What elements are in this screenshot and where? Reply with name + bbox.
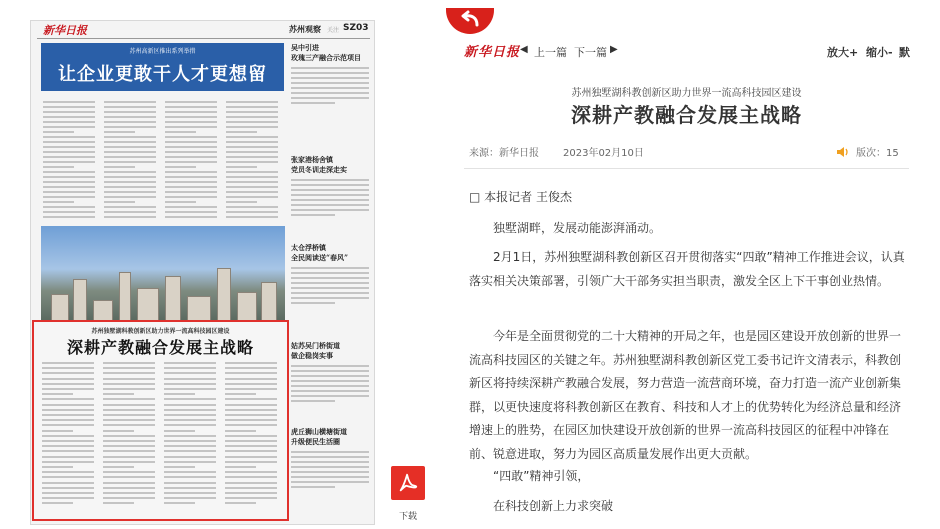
section-tag: 关注 [327, 27, 340, 34]
thumbnail-text-line [42, 419, 94, 421]
thumbnail-text-line [165, 106, 217, 108]
thumbnail-text-line [291, 102, 335, 104]
thumbnail-text-line [42, 424, 94, 426]
top-story-banner[interactable] [41, 43, 284, 91]
thumbnail-text-line [104, 101, 156, 103]
thumbnail-text-line [225, 398, 277, 400]
thumbnail-text-line [42, 435, 94, 437]
thumbnail-text-line [104, 146, 156, 148]
thumbnail-text-line [43, 171, 95, 173]
thumbnail-text-line [42, 362, 94, 364]
thumbnail-text-line [43, 191, 95, 193]
thumbnail-text-line [165, 196, 217, 198]
thumbnail-text-line [226, 131, 257, 133]
thumbnail-text-line [226, 161, 278, 163]
thumbnail-text-line [103, 378, 155, 380]
thumbnail-text-line [42, 461, 94, 463]
thumbnail-text-line [291, 209, 369, 211]
thumbnail-text-line [104, 166, 135, 168]
thumbnail-text-line [225, 378, 277, 380]
thumbnail-text-line [42, 378, 94, 380]
thumbnail-text-line [291, 486, 335, 488]
thumbnail-text-line [165, 116, 217, 118]
thumbnail-text-line [291, 476, 369, 478]
thumbnail-text-line [104, 156, 156, 158]
thumbnail-text-line [291, 272, 369, 274]
thumbnail-text-line [104, 141, 156, 143]
thumbnail-text-line [291, 466, 369, 468]
thumbnail-text-line [103, 487, 155, 489]
thumbnail-text-line [225, 487, 277, 489]
thumbnail-text-line [42, 450, 94, 452]
newspaper-header [37, 23, 370, 39]
thumbnail-text-line [164, 367, 216, 369]
thumbnail-text-line [104, 191, 156, 193]
thumbnail-text-line [291, 189, 369, 191]
thumbnail-text-line [43, 211, 95, 213]
thumbnail-text-line [226, 201, 257, 203]
thumbnail-text-line [165, 156, 217, 158]
thumbnail-text-line [103, 367, 155, 369]
section-name: 苏州观察 [289, 25, 321, 34]
thumbnail-text-line [164, 419, 216, 421]
article-paragraph: 2月1日，苏州独墅湖科教创新区召开贯彻落实“四敢”精神工作推进会议，认真落实相关决策部署，引领广大干部务实担当职责，激发全区上下干事创业热情。 [469, 250, 905, 288]
thumbnail-text-line [225, 409, 277, 411]
pdf-icon [397, 472, 419, 494]
thumbnail-text-line [225, 450, 277, 452]
next-article-icon[interactable]: ▶ [610, 44, 618, 55]
thumbnail-text-line [165, 151, 217, 153]
thumbnail-text-line [164, 414, 216, 416]
zoom-in-button[interactable]: 放大+ [827, 46, 859, 59]
selected-article-text-block [42, 362, 282, 512]
thumbnail-text-line [226, 111, 278, 113]
thumbnail-text-line [42, 440, 94, 442]
thumbnail-text-line [291, 97, 369, 99]
thumbnail-text-line [103, 440, 155, 442]
thumbnail-text-line [291, 297, 369, 299]
thumbnail-text-line [226, 211, 278, 213]
thumbnail-text-line [104, 211, 156, 213]
thumbnail-text-line [165, 136, 217, 138]
thumbnail-text-line [226, 101, 278, 103]
thumbnail-text-line [103, 497, 155, 499]
thumbnail-text-line [225, 482, 277, 484]
thumbnail-text-line [104, 151, 156, 153]
thumbnail-text-line [164, 435, 216, 437]
thumbnail-text-line [225, 456, 277, 458]
side-headline[interactable]: 张家港杨舍镇 党员冬训走深走实 [291, 155, 347, 174]
thumbnail-text-line [165, 131, 196, 133]
thumbnail-text-line [103, 383, 155, 385]
side-headline[interactable]: 太仓浮桥镇 全民阅读送“春风” [291, 243, 349, 262]
thumbnail-text-line [291, 184, 369, 186]
thumbnail-text-line [225, 383, 277, 385]
thumbnail-text-line [43, 201, 74, 203]
thumbnail-text-line [43, 196, 95, 198]
newspaper-logo: 新华日报 [43, 24, 87, 37]
thumbnail-text-line [164, 378, 216, 380]
thumbnail-text-line [104, 196, 156, 198]
thumbnail-text-line [104, 216, 156, 218]
top-story-text-block [43, 101, 285, 241]
thumbnail-text-line [43, 176, 95, 178]
thumbnail-text-line [225, 461, 277, 463]
thumbnail-text-line [225, 404, 277, 406]
prev-article-icon[interactable]: ◀ [520, 44, 528, 55]
thumbnail-text-line [225, 466, 256, 468]
thumbnail-text-line [164, 456, 216, 458]
thumbnail-text-line [42, 456, 94, 458]
thumbnail-text-line [164, 492, 216, 494]
thumbnail-text-line [103, 450, 155, 452]
side-headline[interactable]: 虎丘狮山横塘街道 升级便民生活圈 [291, 427, 347, 446]
thumbnail-text-line [226, 206, 278, 208]
thumbnail-text-line [164, 440, 216, 442]
thumbnail-text-line [291, 87, 369, 89]
thumbnail-text-line [103, 471, 155, 473]
thumbnail-text-line [165, 181, 217, 183]
top-story-subtitle: 苏州高新区推出系列举措 [129, 48, 196, 55]
thumbnail-text-line [291, 282, 369, 284]
thumbnail-text-line [226, 196, 278, 198]
thumbnail-text-line [165, 161, 217, 163]
thumbnail-text-line [165, 101, 217, 103]
thumbnail-text-line [164, 362, 216, 364]
thumbnail-text-line [291, 471, 369, 473]
thumbnail-text-line [104, 186, 156, 188]
thumbnail-text-line [42, 367, 94, 369]
thumbnail-text-line [103, 409, 155, 411]
thumbnail-text-line [103, 414, 155, 416]
thumbnail-text-line [226, 126, 278, 128]
reader-logo: 新华日报 [464, 45, 521, 60]
article-byline: □ 本报记者 王俊杰 [469, 190, 572, 204]
thumbnail-text-line [164, 461, 216, 463]
thumbnail-text-line [226, 146, 278, 148]
thumbnail-text-line [42, 393, 73, 395]
audio-speaker-icon[interactable] [836, 143, 850, 162]
thumbnail-text-line [165, 216, 217, 218]
thumbnail-text-line [103, 435, 155, 437]
thumbnail-text-line [103, 482, 155, 484]
thumbnail-text-line [165, 211, 217, 213]
thumbnail-text-line [43, 131, 74, 133]
thumbnail-text-line [226, 181, 278, 183]
thumbnail-text-line [43, 101, 95, 103]
thumbnail-text-line [103, 362, 155, 364]
thumbnail-text-line [225, 367, 277, 369]
thumbnail-text-line [225, 372, 277, 374]
page-number: SZ03 [343, 23, 369, 33]
thumbnail-text-line [103, 424, 155, 426]
thumbnail-text-line [164, 424, 216, 426]
thumbnail-text-line [103, 419, 155, 421]
thumbnail-text-line [164, 466, 195, 468]
thumbnail-text-line [225, 440, 277, 442]
thumbnail-text-line [103, 404, 155, 406]
thumbnail-text-line [291, 292, 369, 294]
top-story-headline: 让企业更敢干人才更想留 [58, 64, 267, 85]
thumbnail-text-line [43, 136, 95, 138]
thumbnail-text-line [42, 492, 94, 494]
thumbnail-text-line [104, 201, 135, 203]
download-label[interactable]: 下载 [398, 512, 417, 522]
thumbnail-text-line [225, 471, 277, 473]
thumbnail-text-line [104, 181, 156, 183]
thumbnail-text-line [291, 302, 335, 304]
thumbnail-text-line [43, 206, 95, 208]
thumbnail-text-line [225, 424, 277, 426]
thumbnail-text-line [226, 136, 278, 138]
article-paragraph: 今年是全面贯彻党的二十大精神的开局之年，也是园区建设开放创新的世界一流高科技园区的关键之年。苏州独墅湖科教创新区党工委书记许文清表示，科教创新区将持续深耕产教融合发展，努力营造一流营商环境，奋力打造一流产业创新集群，以更快速度将科教创新区在教育、科技和人才上的优势转化为经济总量和经济增速上的胜势，在园区加快建设开放创新的世界一流高科技园区的征程中冲锋在前、锐意进取，努力为园区高质量发展作出更大贡献。 [469, 329, 902, 461]
zoom-out-button[interactable]: 缩小- [866, 46, 893, 59]
thumbnail-text-line [291, 365, 369, 367]
article-date: 2023年02月10日 [563, 148, 644, 159]
thumbnail-text-line [42, 466, 73, 468]
thumbnail-text-line [225, 393, 256, 395]
thumbnail-text-line [103, 502, 134, 504]
selected-article-headline: 深耕产教融合发展主战略 [66, 338, 254, 357]
thumbnail-text-line [43, 141, 95, 143]
thumbnail-text-line [165, 111, 217, 113]
thumbnail-text-line [43, 126, 95, 128]
thumbnail-text-line [291, 385, 369, 387]
thumbnail-text-line [104, 176, 156, 178]
thumbnail-text-line [164, 482, 216, 484]
thumbnail-text-line [291, 82, 369, 84]
article-paragraph: “四敢”精神引领， [493, 469, 590, 483]
thumbnail-text-line [226, 171, 278, 173]
thumbnail-text-line [104, 171, 156, 173]
city-skyline-photo [41, 226, 285, 334]
thumbnail-text-line [103, 372, 155, 374]
thumbnail-text-line [43, 151, 95, 153]
thumbnail-text-line [226, 141, 278, 143]
thumbnail-text-line [104, 116, 156, 118]
article-source: 来源：新华日报 [469, 148, 539, 159]
article-paragraph: 独墅湖畔，发展动能澎湃涌动。 [493, 221, 662, 235]
thumbnail-text-line [291, 456, 369, 458]
side-headline[interactable]: 吴中引进 玫瑰三产融合示范项目 [291, 43, 361, 62]
thumbnail-text-line [164, 476, 216, 478]
thumbnail-text-line [42, 398, 94, 400]
thumbnail-text-line [104, 131, 135, 133]
thumbnail-text-line [104, 161, 156, 163]
thumbnail-text-line [42, 383, 94, 385]
thumbnail-text-line [103, 466, 134, 468]
thumbnail-text-line [226, 186, 278, 188]
thumbnail-text-line [104, 136, 156, 138]
thumbnail-text-line [226, 156, 278, 158]
thumbnail-text-line [291, 370, 369, 372]
thumbnail-text-line [164, 404, 216, 406]
side-headline[interactable]: 姑苏吴门桥街道 做企稳岗实事 [291, 341, 340, 360]
thumbnail-text-line [42, 372, 94, 374]
article-title: 深耕产教融合发展主战略 [571, 103, 802, 127]
thumbnail-text-line [225, 435, 277, 437]
thumbnail-text-line [42, 476, 94, 478]
thumbnail-text-line [103, 393, 134, 395]
thumbnail-text-line [42, 502, 73, 504]
zoom-default-button[interactable]: 默 [899, 46, 910, 59]
back-button[interactable] [446, 8, 494, 34]
thumbnail-text-line [225, 388, 277, 390]
thumbnail-text-line [103, 456, 155, 458]
selected-article-frame[interactable] [32, 320, 289, 521]
thumbnail-text-line [164, 497, 216, 499]
thumbnail-text-line [225, 445, 277, 447]
thumbnail-text-line [42, 482, 94, 484]
thumbnail-text-line [291, 451, 369, 453]
thumbnail-text-line [165, 141, 217, 143]
side-column [289, 43, 371, 523]
thumbnail-text-line [291, 72, 369, 74]
back-arrow-icon [446, 8, 494, 34]
thumbnail-text-line [164, 393, 195, 395]
thumbnail-text-line [43, 121, 95, 123]
thumbnail-text-line [164, 409, 216, 411]
thumbnail-text-line [42, 404, 94, 406]
thumbnail-text-line [164, 383, 216, 385]
thumbnail-text-line [165, 186, 217, 188]
thumbnail-text-line [164, 502, 195, 504]
thumbnail-text-line [103, 388, 155, 390]
thumbnail-text-line [165, 176, 217, 178]
thumbnail-text-line [291, 77, 369, 79]
thumbnail-text-line [104, 126, 156, 128]
thumbnail-text-line [226, 216, 278, 218]
selected-article-subtitle: 苏州独墅湖科教创新区助力世界一流高科技园区建设 [91, 328, 230, 335]
thumbnail-text-line [42, 487, 94, 489]
thumbnail-text-line [165, 191, 217, 193]
thumbnail-text-line [43, 161, 95, 163]
next-article-link[interactable]: 下一篇 [574, 46, 607, 59]
thumbnail-text-line [42, 471, 94, 473]
thumbnail-text-line [104, 206, 156, 208]
thumbnail-text-line [165, 171, 217, 173]
thumbnail-text-line [42, 497, 94, 499]
thumbnail-text-line [43, 186, 95, 188]
thumbnail-text-line [291, 461, 369, 463]
thumbnail-text-line [43, 216, 95, 218]
thumbnail-text-line [165, 146, 217, 148]
thumbnail-text-line [291, 179, 369, 181]
thumbnail-text-line [43, 146, 95, 148]
thumbnail-text-line [103, 476, 155, 478]
thumbnail-text-line [103, 430, 134, 432]
thumbnail-text-line [225, 492, 277, 494]
thumbnail-text-line [291, 267, 369, 269]
thumbnail-text-line [291, 67, 369, 69]
thumbnail-text-line [225, 362, 277, 364]
thumbnail-text-line [291, 214, 335, 216]
thumbnail-text-line [226, 191, 278, 193]
thumbnail-text-line [43, 111, 95, 113]
thumbnail-text-line [43, 156, 95, 158]
prev-article-link[interactable]: 上一篇 [534, 46, 567, 59]
thumbnail-text-line [291, 199, 369, 201]
thumbnail-text-line [103, 445, 155, 447]
thumbnail-text-line [104, 121, 156, 123]
thumbnail-text-line [164, 372, 216, 374]
thumbnail-text-line [103, 398, 155, 400]
thumbnail-text-line [291, 194, 369, 196]
thumbnail-text-line [164, 430, 195, 432]
thumbnail-text-line [291, 204, 369, 206]
thumbnail-text-line [103, 492, 155, 494]
thumbnail-text-line [225, 414, 277, 416]
article-paragraph: 在科技创新上力求突破 [493, 499, 614, 513]
thumbnail-text-line [42, 430, 73, 432]
thumbnail-text-line [291, 277, 369, 279]
thumbnail-text-line [165, 201, 196, 203]
thumbnail-text-line [164, 487, 216, 489]
thumbnail-text-line [165, 126, 217, 128]
thumbnail-text-line [291, 400, 335, 402]
thumbnail-text-line [42, 388, 94, 390]
thumbnail-text-line [291, 92, 369, 94]
thumbnail-text-line [43, 166, 74, 168]
thumbnail-text-line [226, 121, 278, 123]
thumbnail-text-line [291, 390, 369, 392]
thumbnail-text-line [43, 116, 95, 118]
thumbnail-text-line [43, 181, 95, 183]
thumbnail-text-line [226, 106, 278, 108]
thumbnail-text-line [225, 476, 277, 478]
thumbnail-text-line [226, 116, 278, 118]
pdf-download-button[interactable] [391, 466, 425, 500]
thumbnail-text-line [225, 430, 256, 432]
header-divider [464, 168, 909, 169]
thumbnail-text-line [291, 287, 369, 289]
thumbnail-text-line [226, 166, 257, 168]
thumbnail-text-line [42, 409, 94, 411]
thumbnail-text-line [42, 414, 94, 416]
article-subtitle: 苏州独墅湖科教创新区助力世界一流高科技园区建设 [571, 88, 802, 99]
thumbnail-text-line [164, 471, 216, 473]
thumbnail-text-line [165, 121, 217, 123]
thumbnail-text-line [104, 106, 156, 108]
thumbnail-text-line [164, 445, 216, 447]
thumbnail-text-line [291, 395, 369, 397]
thumbnail-text-line [226, 151, 278, 153]
thumbnail-text-line [225, 497, 277, 499]
thumbnail-text-line [103, 461, 155, 463]
thumbnail-text-line [164, 398, 216, 400]
thumbnail-text-line [164, 450, 216, 452]
thumbnail-text-line [42, 445, 94, 447]
thumbnail-text-line [291, 375, 369, 377]
thumbnail-text-line [43, 106, 95, 108]
thumbnail-text-line [226, 176, 278, 178]
thumbnail-text-line [165, 206, 217, 208]
thumbnail-text-line [164, 388, 216, 390]
thumbnail-text-line [104, 111, 156, 113]
thumbnail-text-line [291, 380, 369, 382]
thumbnail-text-line [225, 419, 277, 421]
article-edition: 版次：15 [856, 148, 899, 159]
thumbnail-text-line [165, 166, 196, 168]
thumbnail-text-line [291, 481, 369, 483]
thumbnail-text-line [225, 502, 256, 504]
